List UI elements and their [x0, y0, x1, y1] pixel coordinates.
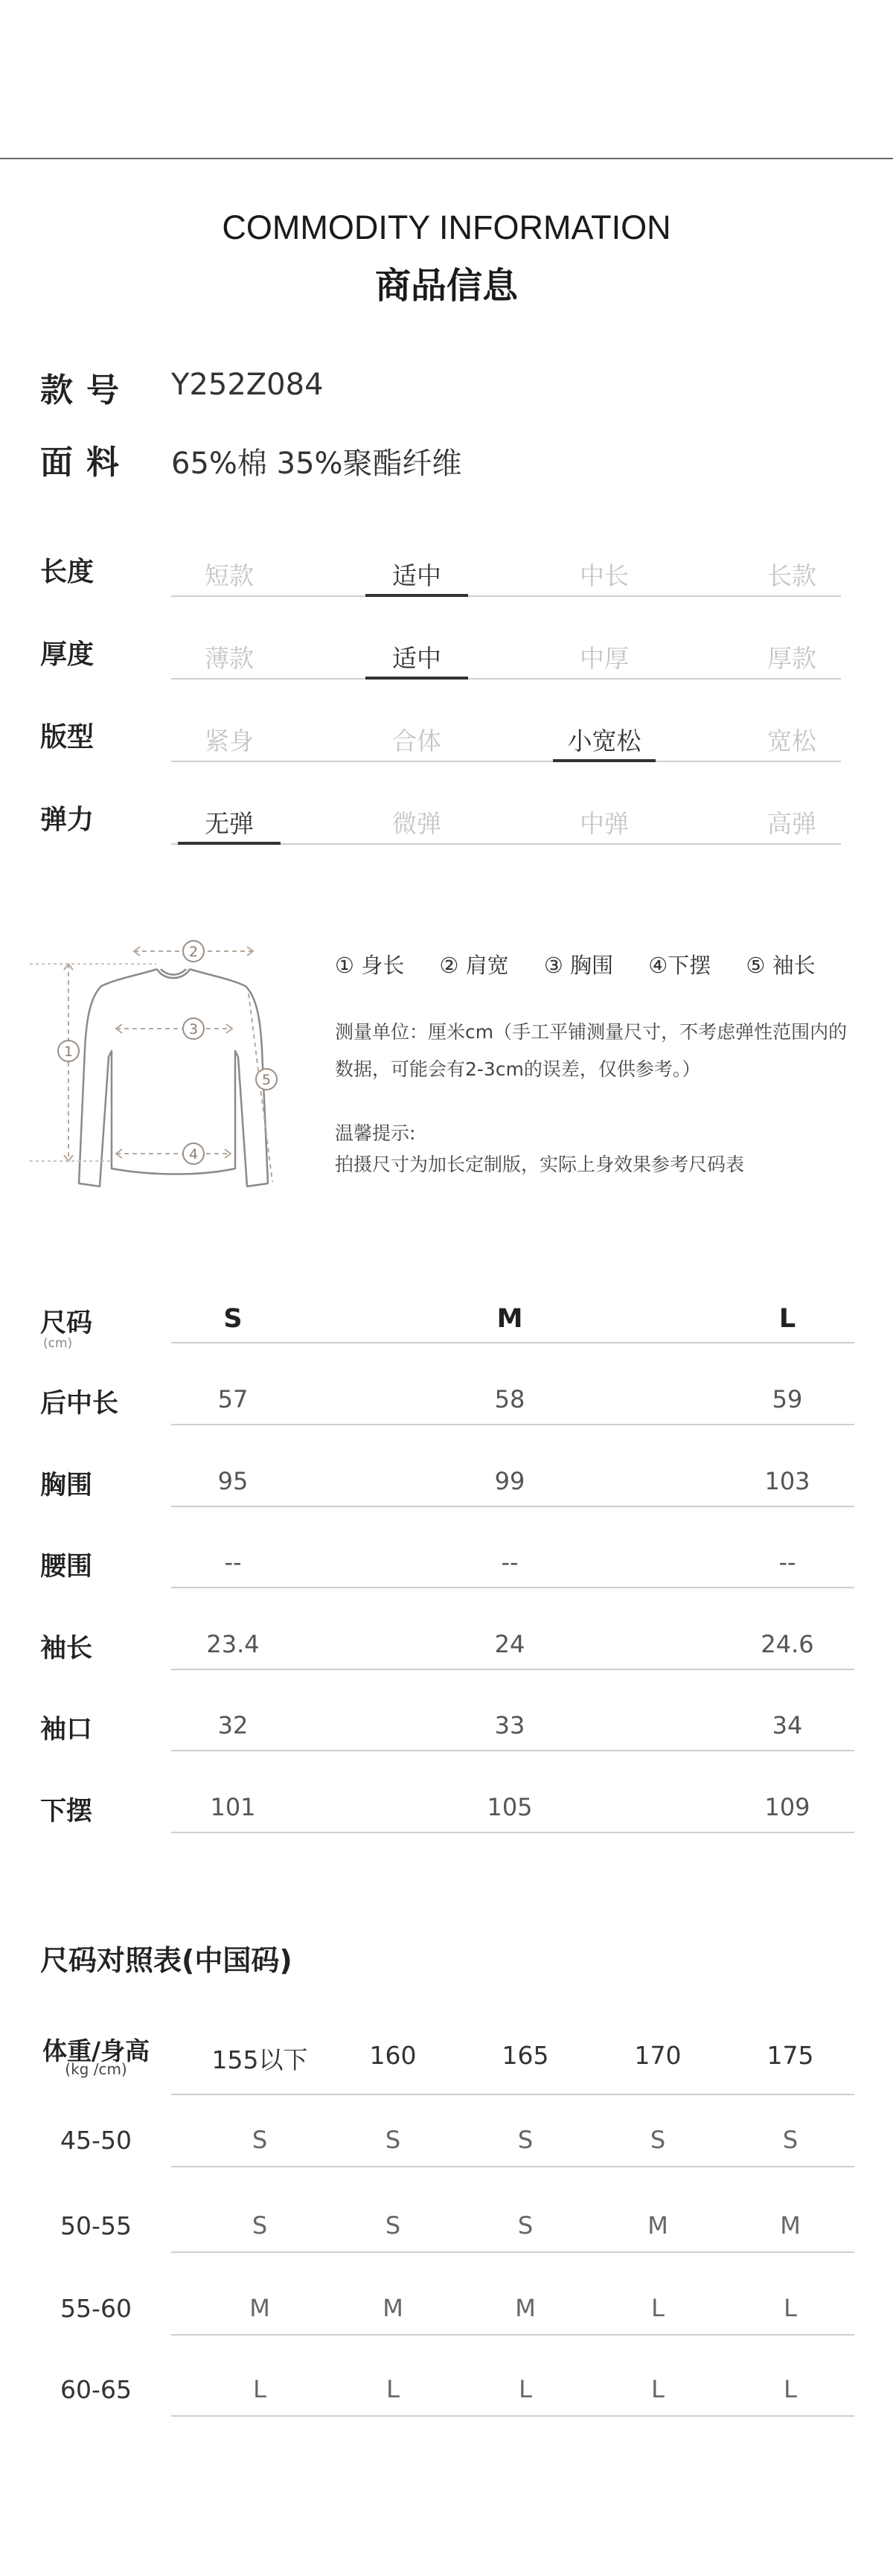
- size-row-label: 袖口: [40, 1715, 93, 1745]
- attribute-track: [171, 761, 841, 762]
- attribute-option: 高弹: [767, 809, 816, 838]
- size-cell: 24.6: [761, 1629, 814, 1658]
- size-cell: 109: [764, 1792, 810, 1821]
- title-chinese: 商品信息: [374, 265, 518, 307]
- table-rule: [171, 2334, 854, 2336]
- svg-text:4: 4: [188, 1146, 199, 1163]
- size-cell: 103: [764, 1466, 810, 1495]
- attribute-option: 宽松: [767, 726, 816, 755]
- table-rule: [171, 1669, 854, 1670]
- size-cell: 105: [487, 1792, 533, 1821]
- top-divider: [0, 158, 893, 159]
- attribute-label: 弹力: [40, 805, 95, 835]
- size-recommendation-cell: L: [651, 2375, 665, 2403]
- size-column-header: L: [778, 1304, 796, 1334]
- attribute-option: 长款: [767, 561, 816, 590]
- garment-diagram: [30, 923, 327, 1206]
- attribute-option: 薄款: [205, 644, 254, 673]
- size-recommendation-cell: L: [519, 2375, 532, 2403]
- size-row-label: 下摆: [40, 1796, 93, 1826]
- attribute-label: 版型: [40, 722, 95, 752]
- attribute-option-selected: 适中: [392, 644, 441, 673]
- svg-text:3: 3: [188, 1021, 199, 1038]
- attribute-option: 中弹: [580, 809, 629, 838]
- measure-marker: [183, 941, 204, 962]
- attribute-option-selected: 无弹: [205, 809, 254, 838]
- size-row-label: 腰围: [40, 1552, 93, 1582]
- size-recommendation-cell: M: [383, 2294, 403, 2322]
- weight-row-label: 45-50: [60, 2126, 132, 2155]
- attribute-selected-underline: [365, 677, 468, 680]
- attribute-selected-underline: [178, 842, 281, 845]
- weight-row-label: 50-55: [60, 2211, 132, 2240]
- table-rule: [171, 1832, 854, 1833]
- size-recommendation-cell: S: [252, 2126, 268, 2154]
- table-rule: [171, 1750, 854, 1751]
- table-rule: [171, 1587, 854, 1588]
- table-rule: [171, 1342, 854, 1343]
- tip-text: 拍摄尺寸为加长定制版，实际上身效果参考尺码表: [335, 1154, 745, 1175]
- table-rule: [171, 2094, 854, 2095]
- size-cell: --: [501, 1548, 519, 1576]
- attribute-option: 短款: [205, 561, 254, 590]
- size-cell: 34: [772, 1711, 803, 1739]
- compare-corner-label: 体重/身高: [42, 2036, 150, 2065]
- measurement-legend: [335, 949, 816, 979]
- size-recommendation-cell: L: [784, 2375, 797, 2403]
- attribute-option-selected: 适中: [392, 561, 441, 590]
- legend-item: ② 肩宽: [439, 953, 509, 978]
- height-column-header: 165: [502, 2041, 549, 2070]
- size-column-header: M: [496, 1304, 523, 1334]
- attribute-option: 厚款: [767, 644, 816, 673]
- size-cell: 99: [494, 1466, 525, 1495]
- attribute-track: [171, 678, 841, 680]
- table-rule: [171, 1506, 854, 1507]
- attribute-label: 厚度: [40, 639, 95, 670]
- weight-row-label: 60-65: [60, 2375, 132, 2404]
- attribute-option-selected: 小宽松: [567, 726, 641, 755]
- size-recommendation-cell: M: [780, 2211, 801, 2240]
- size-recommendation-cell: L: [386, 2375, 400, 2403]
- size-cell: 32: [217, 1711, 249, 1739]
- attribute-option: 合体: [392, 726, 441, 755]
- attribute-track: [171, 595, 841, 597]
- size-row-label: 袖长: [40, 1633, 93, 1663]
- size-recommendation-cell: L: [784, 2294, 797, 2322]
- size-recommendation-cell: M: [647, 2211, 668, 2240]
- svg-text:2: 2: [188, 944, 199, 960]
- size-recommendation-cell: S: [385, 2126, 401, 2154]
- attribute-selected-underline: [365, 594, 468, 597]
- size-unit: (cm): [43, 1336, 73, 1351]
- size-recommendation-cell: S: [517, 2211, 534, 2240]
- tip-title: 温馨提示:: [335, 1122, 416, 1144]
- size-recommendation-cell: S: [252, 2211, 268, 2240]
- measure-marker: [256, 1069, 277, 1090]
- unit-note: 测量单位：厘米cm（手工平铺测量尺寸，不考虑弹性范围内的数据，可能会有2-3cm的误差，仅供参考。）: [335, 1021, 848, 1080]
- size-cell: 59: [772, 1385, 803, 1413]
- table-rule: [171, 1424, 854, 1425]
- size-cell: 57: [217, 1385, 249, 1413]
- legend-item: ① 身长: [335, 953, 405, 978]
- size-cell: 33: [494, 1711, 525, 1739]
- size-column-header: S: [223, 1304, 243, 1334]
- attribute-selected-underline: [553, 759, 656, 762]
- size-cell: 24: [494, 1629, 525, 1658]
- size-recommendation-cell: S: [650, 2126, 666, 2154]
- legend-item: ④下摆: [648, 953, 711, 978]
- svg-text:5: 5: [261, 1072, 272, 1088]
- style-number-value: Y252Z084: [171, 368, 324, 402]
- size-cell: 101: [210, 1792, 256, 1821]
- attribute-option: 中长: [580, 561, 629, 590]
- table-rule: [171, 2251, 854, 2253]
- size-cell: 58: [494, 1385, 525, 1413]
- attribute-option: 中厚: [580, 644, 629, 673]
- compare-table-title: 尺码对照表(中国码): [40, 1944, 292, 1977]
- size-recommendation-cell: M: [515, 2294, 536, 2322]
- size-label: 尺码: [40, 1308, 93, 1338]
- attribute-option: 紧身: [205, 726, 254, 755]
- height-column-header: 170: [634, 2041, 682, 2070]
- size-row-label: 胸围: [40, 1470, 93, 1500]
- fabric-label: 面料: [40, 444, 132, 482]
- size-recommendation-cell: S: [782, 2126, 798, 2154]
- size-recommendation-cell: L: [253, 2375, 266, 2403]
- weight-row-label: 55-60: [60, 2294, 132, 2323]
- height-column-header: 175: [766, 2041, 814, 2070]
- size-recommendation-cell: M: [249, 2294, 270, 2322]
- title-english: COMMODITY INFORMATION: [222, 208, 671, 246]
- style-number-label: 款号: [40, 371, 132, 409]
- height-column-header: 155以下: [211, 2045, 308, 2074]
- legend-item: ③ 胸围: [543, 953, 614, 978]
- size-recommendation-cell: S: [517, 2126, 534, 2154]
- size-cell: 95: [217, 1466, 249, 1495]
- size-cell: --: [778, 1548, 796, 1576]
- measure-marker: [183, 1018, 204, 1039]
- height-column-header: 160: [369, 2041, 417, 2070]
- measure-marker: [183, 1143, 204, 1164]
- attribute-label: 长度: [40, 557, 95, 587]
- attribute-option: 微弹: [392, 809, 441, 838]
- size-cell: 23.4: [206, 1629, 260, 1658]
- compare-corner-unit: (kg /cm): [65, 2060, 127, 2078]
- size-recommendation-cell: L: [651, 2294, 665, 2322]
- table-rule: [171, 2166, 854, 2167]
- legend-item: ⑤ 袖长: [746, 953, 816, 978]
- size-row-label: 后中长: [40, 1389, 119, 1419]
- svg-text:1: 1: [63, 1043, 74, 1060]
- size-recommendation-cell: S: [385, 2211, 401, 2240]
- measure-marker: [58, 1041, 79, 1061]
- size-cell: --: [224, 1548, 242, 1576]
- fabric-value: 65%棉 35%聚酯纤维: [171, 447, 462, 481]
- table-rule: [171, 2415, 854, 2417]
